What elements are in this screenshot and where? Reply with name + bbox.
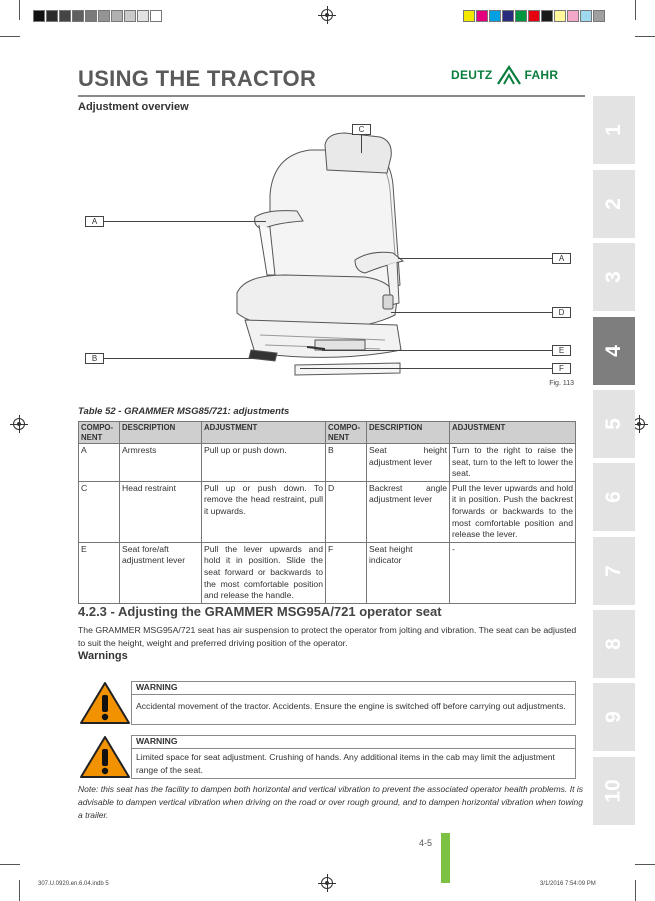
- note-text: Note: this seat has the facility to dampen both horizontal and vertical vibration to prevent the associated operator health problems. It is advisable to dampen vertical vibration when driving on the road or over rough ground, and to dampen horizontal vibration when towing a trailer.: [78, 784, 583, 820]
- column-header: DESCRIPTION: [120, 422, 202, 444]
- crop-mark: [19, 0, 20, 20]
- gray-swatch-strip: [33, 10, 163, 22]
- warning-title: WARNING: [136, 682, 178, 692]
- table-cell: B: [326, 444, 367, 482]
- registration-mark-left: [13, 418, 25, 430]
- table-row: [79, 481, 576, 542]
- logo-text-right: FAHR: [524, 68, 559, 82]
- color-swatch: [593, 10, 605, 22]
- callout-d: D: [552, 307, 571, 318]
- color-swatch: [528, 10, 540, 22]
- table-cell: E: [79, 542, 120, 603]
- table-cell: F: [326, 542, 367, 603]
- callout-f: F: [552, 363, 571, 374]
- chapter-tab-label: 10: [601, 779, 625, 803]
- warnings-heading: Warnings: [78, 650, 128, 662]
- table-cell: Seat fore/aft adjustment lever: [120, 542, 202, 603]
- color-swatch: [137, 10, 149, 22]
- crop-mark: [635, 864, 655, 865]
- chapter-tab-7[interactable]: [593, 537, 635, 605]
- registration-mark-top: [321, 9, 333, 21]
- chapter-tab-label: 4: [602, 345, 625, 357]
- chapter-tab-label: 2: [602, 198, 625, 210]
- table-cell: Head restraint: [120, 481, 202, 542]
- page-title: USING THE TRACTOR: [78, 66, 317, 91]
- crop-mark: [19, 880, 20, 901]
- table-row: [79, 444, 576, 482]
- callout-a-right: A: [552, 253, 571, 264]
- warning-box: [131, 681, 576, 725]
- color-swatch: [489, 10, 501, 22]
- table-cell: D: [326, 481, 367, 542]
- page-number: 4-5: [419, 838, 433, 848]
- leader-line: [300, 368, 552, 369]
- page-accent-bar: [441, 833, 450, 883]
- warning-title: WARNING: [136, 736, 178, 746]
- column-header: COMPO-NENT: [79, 422, 120, 444]
- table-cell: Pull the lever upwards and hold it in position. Slide the seat forward or backwards to the most comfortable position and release the handle.: [202, 542, 326, 603]
- leader-line: [322, 350, 552, 351]
- deutz-fahr-logo: [451, 65, 558, 85]
- crop-mark: [635, 0, 636, 20]
- color-swatch: [515, 10, 527, 22]
- chapter-tab-label: 6: [602, 491, 625, 503]
- registration-mark-bottom: [321, 877, 333, 889]
- table-cell: Armrests: [120, 444, 202, 482]
- logo-text-left: DEUTZ: [451, 68, 493, 82]
- warning-divider: [132, 748, 575, 749]
- color-swatch: [98, 10, 110, 22]
- footer-date: 3/1/2016 7:54:09 PM: [540, 881, 596, 887]
- color-swatch: [580, 10, 592, 22]
- callout-c: C: [352, 124, 371, 135]
- chapter-tab-2[interactable]: [593, 170, 635, 238]
- table-header-row: [79, 422, 576, 444]
- color-swatch-strip: [463, 10, 606, 22]
- leader-line: [391, 312, 552, 313]
- column-header: ADJUSTMENT: [450, 422, 576, 444]
- color-swatch: [59, 10, 71, 22]
- chapter-tab-label: 1: [602, 124, 625, 136]
- crop-mark: [0, 864, 20, 865]
- color-swatch: [463, 10, 475, 22]
- chapter-tab-3[interactable]: [593, 243, 635, 311]
- color-swatch: [111, 10, 123, 22]
- table-cell: Pull up or push down. To remove the head restraint, pull it upwards.: [202, 481, 326, 542]
- table-cell: Backrest angle adjustment lever: [367, 481, 450, 542]
- section-title: 4.2.3 - Adjusting the GRAMMER MSG95A/721 operator seat: [78, 604, 442, 619]
- table-cell: Seat height adjustment lever: [367, 444, 450, 482]
- warning-triangle-icon: [79, 681, 131, 725]
- crop-mark: [0, 36, 20, 37]
- callout-a-left: A: [85, 216, 104, 227]
- color-swatch: [476, 10, 488, 22]
- crop-mark: [635, 880, 636, 901]
- chapter-tab-label: 7: [602, 565, 625, 577]
- color-swatch: [502, 10, 514, 22]
- column-header: ADJUSTMENT: [202, 422, 326, 444]
- column-header: COMPO-NENT: [326, 422, 367, 444]
- table-cell: A: [79, 444, 120, 482]
- callout-e: E: [552, 345, 571, 356]
- footer-filename: 307.U.0920.en.6.04.indb 5: [38, 881, 109, 887]
- section-subtitle: Adjustment overview: [78, 101, 189, 113]
- color-swatch: [541, 10, 553, 22]
- warning-triangle-icon: [79, 735, 131, 779]
- chapter-tab-10[interactable]: [593, 757, 635, 825]
- chapter-tab-4[interactable]: [593, 317, 635, 385]
- table-cell: Pull the lever upwards and hold it in position. Push the backrest forwards or backwards to the most comfortable position and release the lever.: [450, 481, 576, 542]
- color-swatch: [150, 10, 162, 22]
- chapter-tab-6[interactable]: [593, 463, 635, 531]
- chapter-tab-label: 3: [602, 271, 625, 283]
- table-cell: C: [79, 481, 120, 542]
- leader-line: [361, 135, 362, 153]
- color-swatch: [72, 10, 84, 22]
- table-cell: Seat height indicator: [367, 542, 450, 603]
- warning-text: Limited space for seat adjustment. Crushing of hands. Any additional items in the cab may limit the adjustment range of the seat.: [136, 752, 555, 775]
- header-rule: [78, 95, 585, 97]
- table-row: [79, 542, 576, 603]
- leader-line: [104, 221, 266, 222]
- leader-line: [398, 258, 552, 259]
- chapter-tab-1[interactable]: [593, 96, 635, 164]
- warning-box: [131, 735, 576, 779]
- seat-illustration: [215, 125, 420, 380]
- color-swatch: [124, 10, 136, 22]
- chapter-tab-label: 5: [602, 418, 625, 430]
- section-intro: The GRAMMER MSG95A/721 seat has air suspension to protect the operator from jolting and vibration. The seat can be adjusted to suit the height, weight and preferred driving position of the operator.: [78, 625, 577, 648]
- table-caption: Table 52 - GRAMMER MSG85/721: adjustments: [78, 406, 290, 417]
- color-swatch: [33, 10, 45, 22]
- figure-label: Fig. 113: [549, 380, 574, 387]
- color-swatch: [46, 10, 58, 22]
- chapter-tab-label: 9: [602, 711, 625, 723]
- warning-text: Accidental movement of the tractor. Accidents. Ensure the engine is switched off before carrying out adjustments.: [136, 701, 566, 711]
- chapter-tab-5[interactable]: [593, 390, 635, 458]
- logo-mark-icon: [496, 65, 522, 85]
- adjustments-table: [78, 421, 576, 604]
- table-cell: Pull up or push down.: [202, 444, 326, 482]
- chapter-tab-label: 8: [602, 638, 625, 650]
- color-swatch: [554, 10, 566, 22]
- column-header: DESCRIPTION: [367, 422, 450, 444]
- leader-line: [104, 358, 256, 359]
- callout-b: B: [85, 353, 104, 364]
- chapter-tab-8[interactable]: [593, 610, 635, 678]
- table-cell: Turn to the right to raise the seat, turn to the left to lower the seat.: [450, 444, 576, 482]
- color-swatch: [85, 10, 97, 22]
- color-swatch: [567, 10, 579, 22]
- warning-divider: [132, 694, 575, 695]
- chapter-tab-9[interactable]: [593, 683, 635, 751]
- crop-mark: [635, 36, 655, 37]
- table-cell: -: [450, 542, 576, 603]
